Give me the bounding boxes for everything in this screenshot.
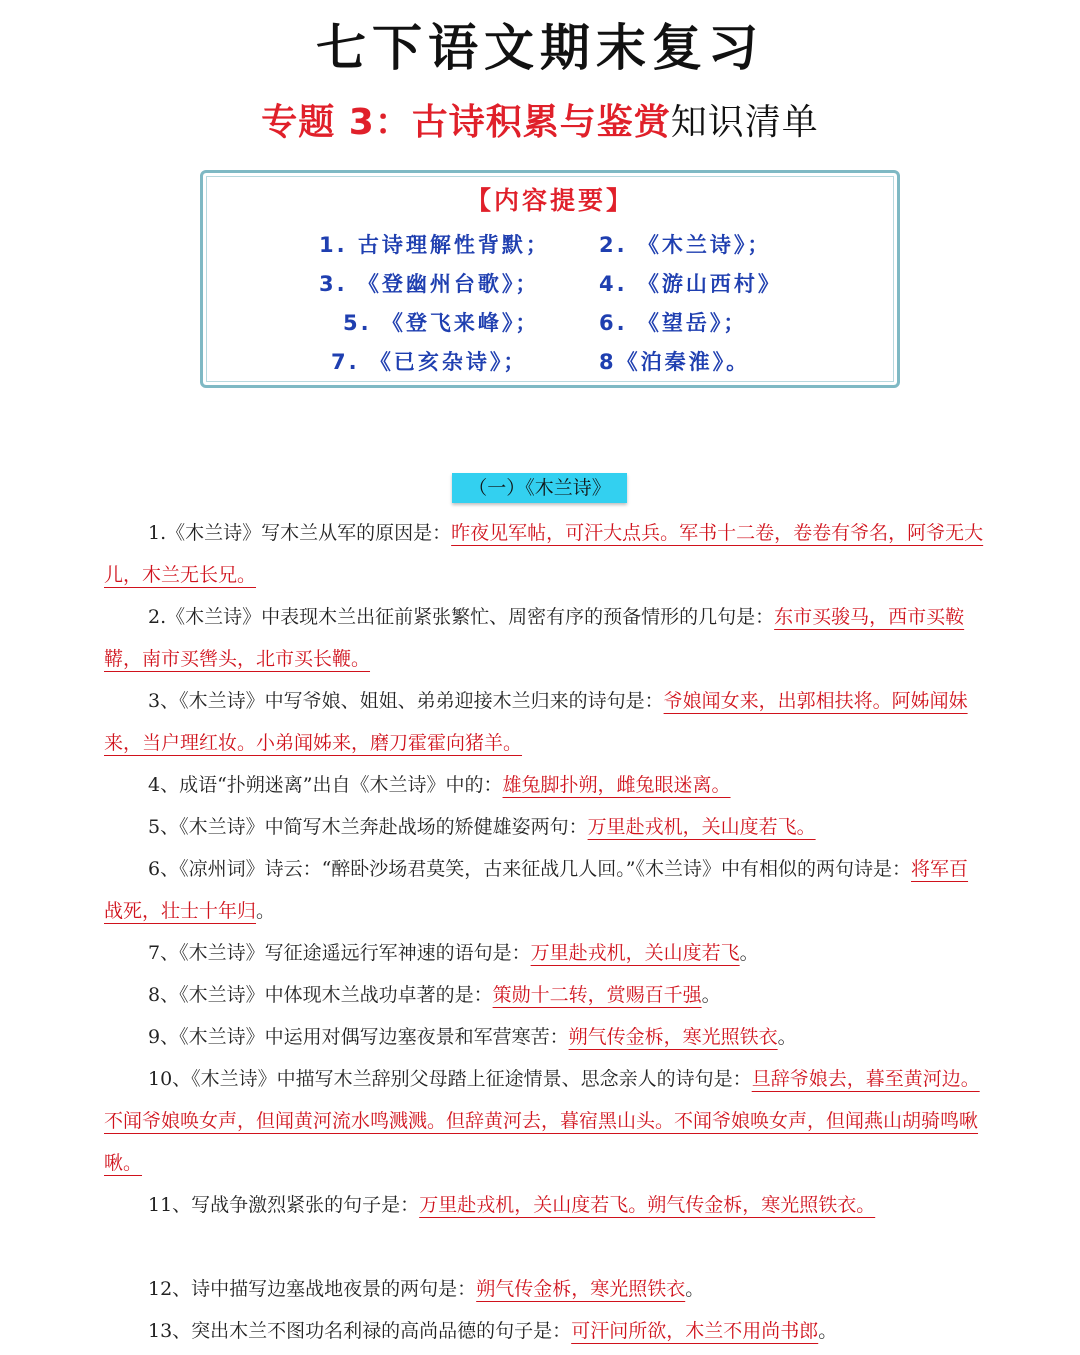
question-item — [104, 680, 984, 764]
question-text: 3、《木兰诗》中写爷娘、姐姐、弟弟迎接木兰归来的诗句是： — [148, 690, 664, 712]
answer-text: 昨夜见军帖，可汗大点兵。军书十二卷，卷卷有爷名，阿爷无大儿，木兰无长兄。 — [104, 522, 984, 586]
question-text: 11、写战争激烈紧张的句子是： — [148, 1194, 420, 1216]
question-item — [104, 764, 984, 806]
question-text: 8、《木兰诗》中体现木兰战功卓著的是： — [148, 984, 493, 1006]
answer-tail: 。 — [256, 900, 276, 922]
question-item — [104, 1184, 984, 1226]
summary-item-4: 4. 《游山西村》 — [599, 272, 782, 296]
content-summary-box — [200, 170, 900, 388]
answer-text: 雄兔脚扑朔，雌兔眼迷离。 — [502, 774, 731, 796]
summary-item-2: 2. 《木兰诗》； — [599, 233, 772, 257]
question-item — [104, 932, 984, 974]
summary-item-8: 8《泊秦淮》。 — [599, 350, 751, 374]
section-label: （一）《木兰诗》 — [452, 473, 627, 503]
answer-text: 将军百战死，壮士十年归 — [104, 858, 969, 922]
question-item — [104, 974, 984, 1016]
page-subtitle — [0, 94, 1080, 145]
question-text: 12、诗中描写边塞战地夜景的两句是： — [148, 1278, 477, 1300]
question-text: 7、《木兰诗》写征途遥远行军神速的语句是： — [148, 942, 531, 964]
question-text: 1.《木兰诗》写木兰从军的原因是： — [148, 522, 452, 544]
subtitle-topic: 专题 3：古诗积累与鉴赏 — [261, 102, 671, 143]
answer-tail: 。 — [739, 942, 759, 964]
question-item — [104, 1058, 984, 1184]
question-text: 2.《木兰诗》中表现木兰出征前紧张繁忙、周密有序的预备情形的几句是： — [148, 606, 775, 628]
question-list — [104, 512, 984, 1352]
question-text: 5、《木兰诗》中简写木兰奔赴战场的矫健雄姿两句： — [148, 816, 588, 838]
answer-text: 东市买骏马，西市买鞍鞯，南市买辔头，北市买长鞭。 — [104, 606, 965, 670]
answer-tail: 。 — [818, 1320, 838, 1342]
answer-text: 万里赴戎机，关山度若飞。朔气传金柝，寒光照铁衣。 — [419, 1194, 876, 1216]
question-text: 10、《木兰诗》中描写木兰辞别父母踏上征途情景、思念亲人的诗句是： — [148, 1068, 752, 1090]
question-item — [104, 596, 984, 680]
question-text: 4、成语“扑朔迷离”出自《木兰诗》中的： — [148, 774, 503, 796]
answer-text: 爷娘闻女来，出郭相扶将。阿姊闻妹来，当户理红妆。小弟闻姊来，磨刀霍霍向猪羊。 — [104, 690, 968, 754]
question-item — [104, 1016, 984, 1058]
answer-text: 万里赴戎机，关山度若飞 — [530, 942, 740, 964]
question-text: 6、《凉州词》诗云：“醉卧沙场君莫笑，古来征战几人回。”《木兰诗》中有相似的两句诗是： — [148, 858, 912, 880]
answer-text: 朔气传金柝，寒光照铁衣 — [568, 1026, 778, 1048]
summary-item-7: 7. 《已亥杂诗》； — [331, 350, 528, 374]
answer-tail: 。 — [777, 1026, 797, 1048]
question-text: 13、突出木兰不图功名利禄的高尚品德的句子是： — [148, 1320, 572, 1342]
answer-tail: 。 — [685, 1278, 705, 1300]
answer-text: 旦辞爷娘去，暮至黄河边。不闻爷娘唤女声，但闻黄河流水鸣溅溅。但辞黄河去，暮宿黑山头。不闻爷娘唤女声，但闻燕山胡骑鸣啾啾。 — [104, 1068, 980, 1174]
summary-item-1: 1. 古诗理解性背默； — [319, 233, 550, 257]
answer-text: 朔气传金柝，寒光照铁衣 — [476, 1278, 686, 1300]
answer-text: 可汗问所欲，木兰不用尚书郎 — [571, 1320, 819, 1342]
question-item — [104, 806, 984, 848]
summary-item-6: 6. 《望岳》； — [599, 311, 748, 335]
question-item — [104, 1268, 984, 1310]
answer-text: 万里赴戎机，关山度若飞。 — [587, 816, 816, 838]
subtitle-suffix: 知识清单 — [670, 102, 819, 143]
question-text: 9、《木兰诗》中运用对偶写边塞夜景和军营寒苦： — [148, 1026, 569, 1048]
question-item — [104, 1310, 984, 1352]
answer-text: 策勋十二转，赏赐百千强 — [492, 984, 702, 1006]
page-title: 七下语文期末复习 — [316, 19, 764, 77]
answer-tail: 。 — [701, 984, 721, 1006]
blank-spacer — [104, 1226, 984, 1268]
summary-item-3: 3. 《登幽州台歌》； — [319, 272, 540, 296]
question-item — [104, 848, 984, 932]
question-item — [104, 512, 984, 596]
summary-heading: 【内容提要】 — [465, 186, 634, 215]
summary-item-5: 5. 《登飞来峰》； — [343, 311, 540, 335]
